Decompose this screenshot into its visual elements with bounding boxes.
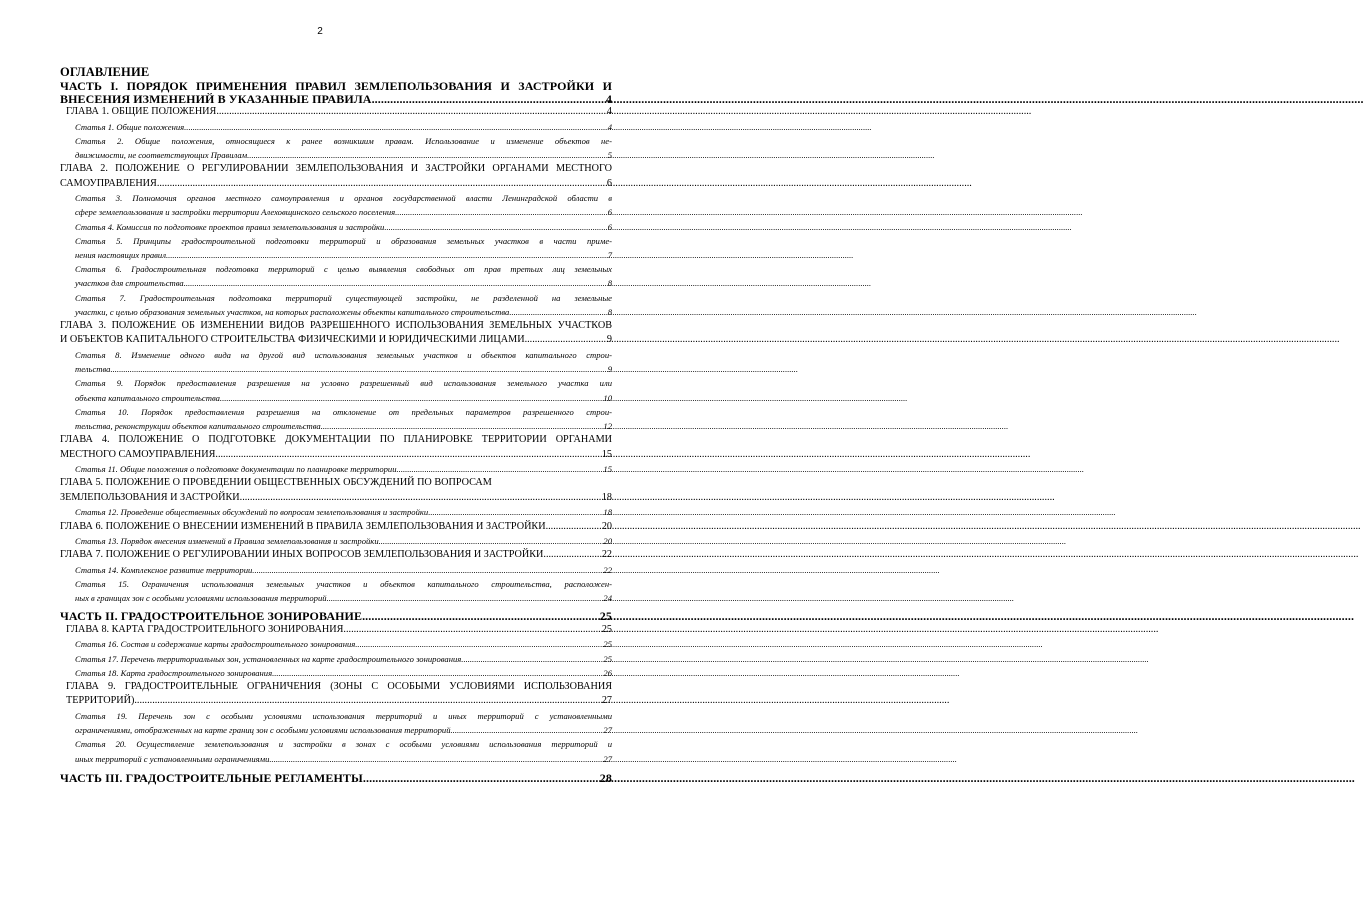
toc-article-9[interactable]: [60, 376, 612, 404]
toc-article-line1: Статья 5. Принципы градостроительной подготовки территорий и образования земельных участков в части приме-: [75, 235, 612, 246]
toc-chapter-1[interactable]: [60, 105, 612, 120]
toc-article-line2: тельства, реконструкции объектов капитального строительства: [75, 420, 321, 431]
toc-page: 6: [607, 207, 612, 218]
toc-article-line1: Статья 8. Изменение одного вида на другой вид использования земельных участков и объектов капитального строи-: [75, 349, 612, 360]
toc-chapter-line2: ТЕРРИТОРИЙ): [66, 695, 135, 707]
toc-chapter-line1: ГЛАВА 4. ПОЛОЖЕНИЕ О ПОДГОТОВКЕ ДОКУМЕНТАЦИИ ПО ПЛАНИРОВКЕ ТЕРРИТОРИИ ОРГАНАМИ: [60, 434, 612, 446]
toc-article-line1: Статья 19. Перечень зон с особыми условиями использования территорий и иных территорий с установленными: [75, 710, 612, 721]
toc-chapter-line2: САМОУПРАВЛЕНИЯ: [60, 177, 157, 189]
toc-article-4[interactable]: [60, 220, 612, 234]
toc-chapter-line1: ГЛАВА 2. ПОЛОЖЕНИЕ О РЕГУЛИРОВАНИИ ЗЕМЛЕПОЛЬЗОВАНИЯ И ЗАСТРОЙКИ ОРГАНАМИ МЕСТНОГО: [60, 163, 612, 175]
toc-article-text: Статья 11. Общие положения о подготовке документации по планировке территории: [75, 464, 397, 475]
table-of-contents: [60, 66, 612, 784]
toc-page: 25: [599, 609, 612, 624]
toc-part-text: ЧАСТЬ III. ГРАДОСТРОИТЕЛЬНЫЕ РЕГЛАМЕНТЫ: [60, 770, 363, 785]
toc-page: 5: [607, 149, 612, 160]
toc-chapter-line2: МЕСТНОГО САМОУПРАВЛЕНИЯ: [60, 448, 216, 460]
toc-article-line2: объекта капитального строительства: [75, 392, 220, 403]
toc-article-line2: нения настоящих правил: [75, 249, 166, 260]
toc-article-text: Статья 17. Перечень территориальных зон, установленных на карте градостроительного зонирования: [75, 653, 462, 664]
toc-article-line1: Статья 9. Порядок предоставления разрешения на условно разрешенный вид использования земельного участка или: [75, 378, 612, 389]
toc-page: 12: [603, 420, 612, 431]
toc-article-10[interactable]: [60, 405, 612, 433]
toc-page: 27: [603, 725, 612, 736]
toc-page: 8: [607, 306, 612, 317]
toc-article-text: Статья 4. Комиссия по подготовке проектов правил землепользования и застройки: [75, 221, 385, 232]
toc-article-8[interactable]: [60, 348, 612, 376]
toc-page: 7: [607, 249, 612, 260]
toc-article-6[interactable]: [60, 262, 612, 290]
toc-chapter-5[interactable]: [60, 476, 612, 505]
toc-page: 22: [601, 549, 612, 561]
toc-article-line1: Статья 7. Градостроительная подготовка территорий существующей застройки, не разделенной на земельные: [75, 292, 612, 303]
toc-article-text: Статья 14. Комплексное развитие территории: [75, 564, 253, 575]
toc-page: 10: [603, 392, 612, 403]
toc-page: 27: [601, 695, 612, 707]
toc-article-line1: Статья 15. Ограничения использования земельных участков и объектов капитального строительства, расположен-: [75, 578, 612, 589]
toc-article-line1: Статья 20. Осуществление землепользования и застройки в зонах с особыми условиями использования территорий и: [75, 739, 612, 750]
toc-chapter-text: ГЛАВА 1. ОБЩИЕ ПОЛОЖЕНИЯ: [66, 106, 217, 117]
toc-article-17[interactable]: [60, 652, 612, 666]
toc-article-13[interactable]: [60, 534, 612, 548]
toc-article-line1: Статья 3. Полномочия органов местного самоуправления и органов государственной власти Ленинградской области в: [75, 193, 612, 204]
toc-page: 24: [603, 593, 612, 604]
toc-article-text: Статья 1. Общие положения: [75, 121, 185, 132]
toc-page: 8: [607, 278, 612, 289]
toc-chapter-text: ГЛАВА 7. ПОЛОЖЕНИЕ О РЕГУЛИРОВАНИИ ИНЫХ ВОПРОСОВ ЗЕМЛЕПОЛЬЗОВАНИЯ И ЗАСТРОЙКИ: [60, 549, 544, 561]
toc-article-line1: Статья 10. Порядок предоставления разрешения на отклонение от предельных параметров разрешенного строи-: [75, 406, 612, 417]
toc-part-1[interactable]: [60, 80, 612, 105]
toc-page: 28: [599, 770, 612, 785]
toc-chapter-8[interactable]: [60, 623, 612, 638]
toc-article-18[interactable]: [60, 666, 612, 680]
toc-page: 18: [601, 491, 612, 503]
toc-article-3[interactable]: [60, 191, 612, 219]
toc-page: 22: [603, 564, 612, 575]
toc-article-2[interactable]: [60, 134, 612, 162]
toc-chapter-7[interactable]: [60, 548, 612, 563]
toc-article-5[interactable]: [60, 234, 612, 262]
toc-article-line2: тельства: [75, 364, 111, 375]
toc-page: 18: [603, 507, 612, 518]
toc-chapter-line2: ЗЕМЛЕПОЛЬЗОВАНИЯ И ЗАСТРОЙКИ: [60, 491, 240, 503]
toc-chapter-line2: И ОБЪЕКТОВ КАПИТАЛЬНОГО СТРОИТЕЛЬСТВА ФИЗИЧЕСКИМИ И ЮРИДИЧЕСКИМИ ЛИЦАМИ: [60, 334, 525, 346]
toc-page: 4: [605, 91, 612, 106]
toc-article-line2: сфере землепользования и застройки территории Алеховщинского сельского поселения: [75, 207, 396, 218]
toc-article-line2: движимости, не соответствующих Правилам: [75, 149, 248, 160]
toc-article-text: Статья 16. Состав и содержание карты градостроительного зонирования: [75, 639, 356, 650]
toc-page: 9: [606, 334, 612, 346]
toc-article-text: Статья 18. Карта градостроительного зонирования: [75, 667, 273, 678]
toc-article-line2: ограничениями, отображенных на карте границ зон с особыми условиями использования территорий: [75, 725, 451, 736]
toc-chapter-9[interactable]: [60, 680, 612, 709]
toc-page: 15: [603, 464, 612, 475]
toc-chapter-line1: ГЛАВА 3. ПОЛОЖЕНИЕ ОБ ИЗМЕНЕНИИ ВИДОВ РАЗРЕШЕННОГО ИСПОЛЬЗОВАНИЯ ЗЕМЕЛЬНЫХ УЧАСТКОВ: [60, 319, 612, 331]
toc-article-11[interactable]: [60, 462, 612, 476]
toc-article-line2: ных в границах зон с особыми условиями использования территорий: [75, 593, 327, 604]
toc-page: 6: [606, 177, 612, 189]
toc-page: 4: [607, 121, 612, 132]
toc-article-16[interactable]: [60, 637, 612, 651]
toc-article-line2: участков для строительства: [75, 278, 184, 289]
toc-article-20[interactable]: [60, 737, 612, 765]
toc-article-line2: иных территорий с установленными ограничениями: [75, 753, 270, 764]
toc-article-7[interactable]: [60, 291, 612, 319]
toc-part-1-line2: ВНЕСЕНИЯ ИЗМЕНЕНИЙ В УКАЗАННЫЕ ПРАВИЛА: [60, 91, 372, 106]
toc-article-12[interactable]: [60, 505, 612, 519]
toc-page: 25: [603, 639, 612, 650]
toc-chapter-line1: ГЛАВА 5. ПОЛОЖЕНИЕ О ПРОВЕДЕНИИ ОБЩЕСТВЕННЫХ ОБСУЖДЕНИЙ ПО ВОПРОСАМ: [60, 477, 492, 489]
page-number: 2: [317, 26, 323, 37]
toc-page: 20: [603, 536, 612, 547]
toc-page: 20: [601, 520, 612, 532]
toc-chapter-6[interactable]: [60, 520, 612, 535]
toc-page: 25: [603, 653, 612, 664]
toc-part-3[interactable]: [60, 772, 612, 785]
toc-page: 26: [603, 667, 612, 678]
toc-page: 15: [601, 448, 612, 460]
toc-chapter-text: ГЛАВА 6. ПОЛОЖЕНИЕ О ВНЕСЕНИИ ИЗМЕНЕНИЙ В ПРАВИЛА ЗЕМЛЕПОЛЬЗОВАНИЯ И ЗАСТРОЙКИ: [60, 520, 546, 532]
toc-page: 6: [607, 221, 612, 232]
toc-article-19[interactable]: [60, 709, 612, 737]
toc-article-1[interactable]: [60, 120, 612, 134]
toc-chapter-2[interactable]: [60, 162, 612, 191]
toc-article-line1: Статья 6. Градостроительная подготовка территорий с целью выявления свободных от прав третьих лиц земельных: [75, 264, 612, 275]
toc-article-line2: участки, с целью образования земельных участков, на которых расположены объекты капитального строительства: [75, 306, 510, 317]
toc-title: ОГЛАВЛЕНИЕ: [60, 65, 150, 79]
toc-article-line1: Статья 2. Общие положения, относящиеся к ранее возникшим правам. Использование и изменение объектов не-: [75, 135, 612, 146]
toc-page: 27: [603, 753, 612, 764]
toc-article-14[interactable]: [60, 563, 612, 577]
toc-chapter-line1: ГЛАВА 9. ГРАДОСТРОИТЕЛЬНЫЕ ОГРАНИЧЕНИЯ (ЗОНЫ С ОСОБЫМИ УСЛОВИЯМИ ИСПОЛЬЗОВАНИЯ: [66, 680, 612, 692]
toc-part-text: ЧАСТЬ II. ГРАДОСТРОИТЕЛЬНОЕ ЗОНИРОВАНИЕ: [60, 609, 363, 624]
toc-part-1-line1: ЧАСТЬ I. ПОРЯДОК ПРИМЕНЕНИЯ ПРАВИЛ ЗЕМЛЕПОЛЬЗОВАНИЯ И ЗАСТРОЙКИ И: [60, 79, 612, 93]
toc-page: 4: [606, 106, 612, 117]
toc-article-text: Статья 13. Порядок внесения изменений в Правила землепользования и застройки: [75, 536, 379, 547]
toc-chapter-4[interactable]: [60, 433, 612, 462]
toc-chapter-text: ГЛАВА 8. КАРТА ГРАДОСТРОИТЕЛЬНОГО ЗОНИРОВАНИЯ: [66, 623, 344, 635]
toc-chapter-3[interactable]: [60, 319, 612, 348]
toc-page: 25: [601, 623, 612, 635]
toc-page: 9: [607, 364, 612, 375]
toc-article-15[interactable]: [60, 577, 612, 605]
toc-part-2[interactable]: [60, 610, 612, 623]
toc-article-text: Статья 12. Проведение общественных обсуждений по вопросам землепользования и застройки: [75, 507, 429, 518]
